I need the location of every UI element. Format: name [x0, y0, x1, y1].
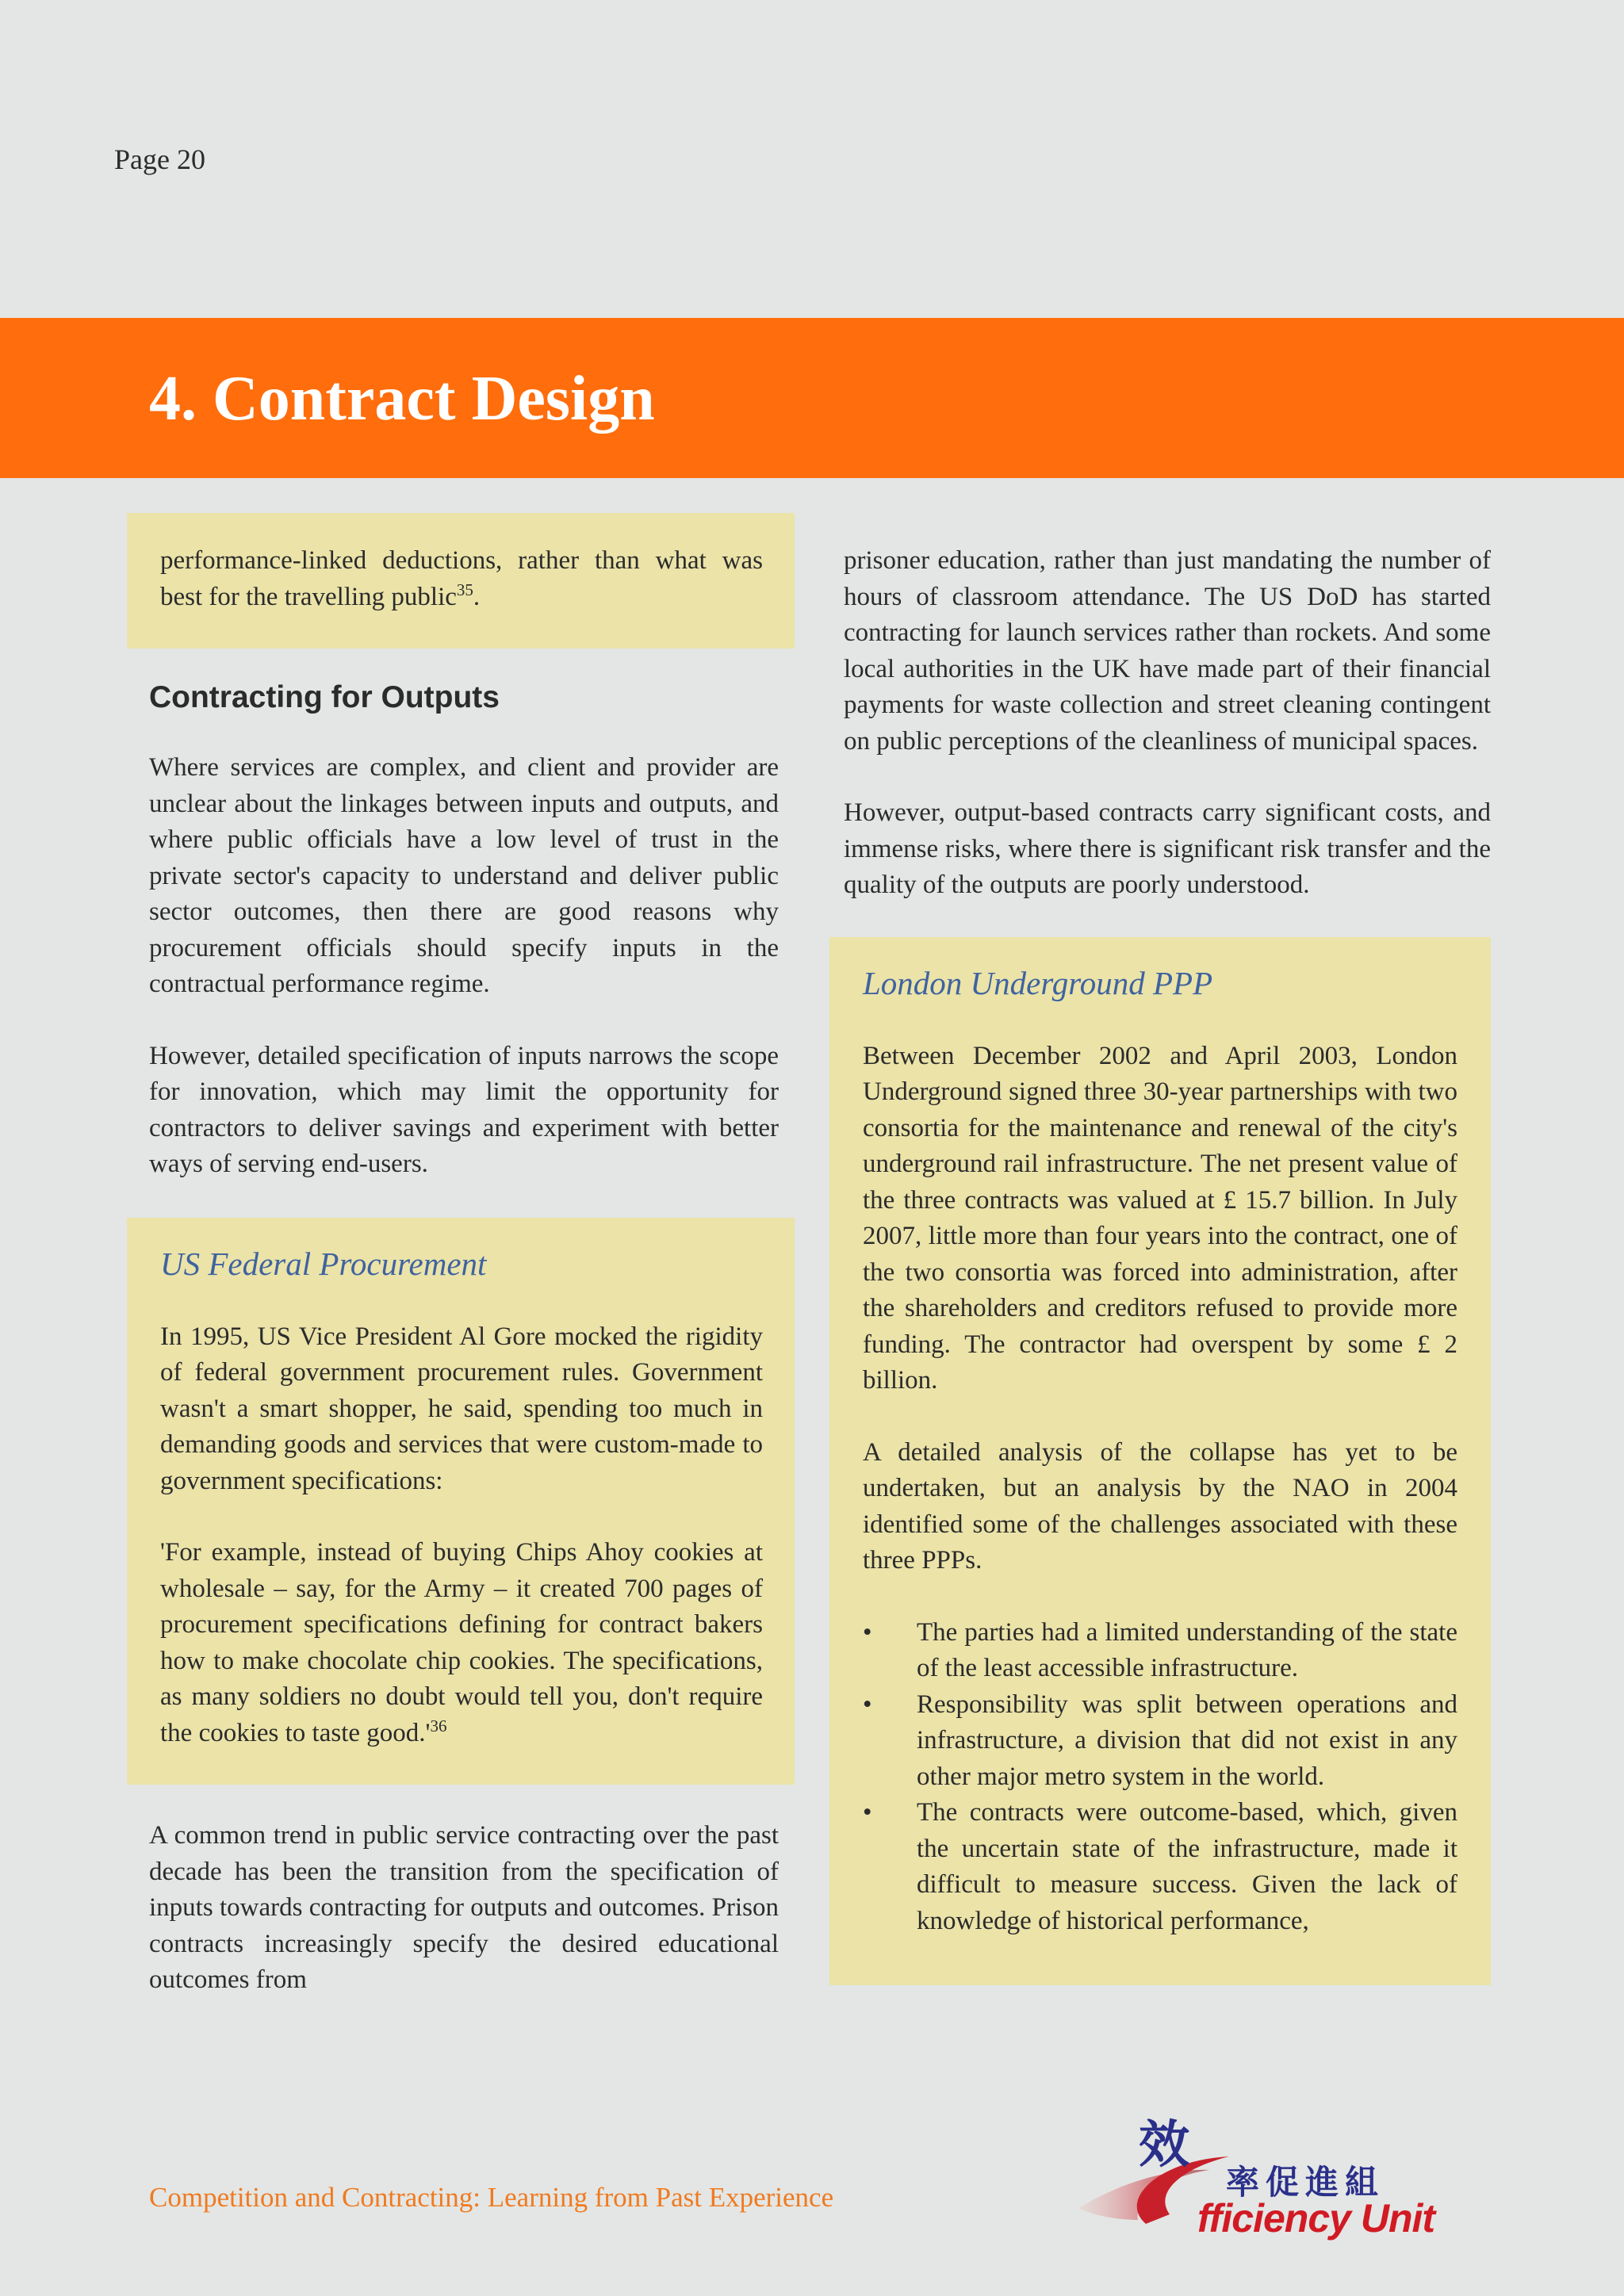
box-quote: 'For example, instead of buying Chips Ahoy cookies at wholesale – say, for the Army – it created 700 pages of procurement specifications defining for contract bakers how to make chocolate chip cookies. The specifications, as many soldiers no doubt would tell you, don't require the cookies to taste $good.'^{36}$	[160, 1538, 763, 1747]
chapter-banner	[0, 318, 1624, 478]
challenges-list	[863, 1615, 1457, 1940]
left-column	[127, 513, 795, 1999]
list-item: • The parties had a limited understanding of the state of the least accessible infrastructure.	[863, 1615, 1457, 1687]
paragraph: A common trend in public service contracting over the past decade has been the transition from the specification of inputs towards contracting for outputs and outcomes. Prison contracts increasingly specify the desired educational outcomes from	[149, 1821, 779, 1994]
list-item: • Responsibility was split between operations and infrastructure, a division that did not exist in any other major metro system in the world.	[863, 1687, 1457, 1796]
paragraph: prisoner education, rather than just mandating the number of hours of classroom attendance. The US DoD has started contracting for launch services rather than rockets. And some local authorities in the UK have made part of their financial payments for waste collection and street cleaning contingent on public perceptions of the cleanliness of municipal spaces.	[844, 546, 1491, 756]
logo-chinese-text: 率促進組	[1226, 2163, 1385, 2202]
bullet-icon: •	[863, 1798, 872, 1827]
logo-english-text: fficiency Unit	[1197, 2196, 1435, 2241]
chapter-title: 4. Contract Design	[149, 364, 655, 434]
footnote-ref-35: 35	[456, 580, 473, 599]
continued-box-text: performance-linked deductions, rather than what was best for the travelling public$^{35}$.	[160, 546, 763, 611]
right-column	[829, 513, 1491, 1985]
footer-publication-title: Competition and Contracting: Learning from Past Experience	[149, 2182, 834, 2213]
logo-chinese-first-char: 效	[1139, 2116, 1189, 2175]
box-paragraph: A detailed analysis of the collapse has yet to be undertaken, but an analysis by the NAO in 2004 identified some of the challenges associated with these three PPPs.	[863, 1437, 1457, 1575]
box-title: London Underground PPP	[863, 964, 1213, 1001]
footnote-ref-36: 36	[430, 1716, 447, 1735]
paragraph: Where services are complex, and client and provider are unclear about the linkages between inputs and outputs, and where public officials have a low level of trust in the private sector's capacity to understand and deliver public sector outcomes, then there are good reasons why procurement officials should specify inputs in the contractual performance regime.	[149, 753, 779, 998]
paragraph: However, detailed specification of inputs narrows the scope for innovation, which may limit the opportunity for contractors to deliver savings and experiment with better ways of serving end-users.	[149, 1041, 779, 1178]
paragraph: However, output-based contracts carry significant costs, and immense risks, where there is significant risk transfer and the quality of the outputs are poorly understood.	[844, 798, 1491, 899]
page-number: Page 20	[114, 144, 205, 175]
us-federal-procurement-box	[127, 1218, 795, 1785]
right-body-text	[829, 513, 1491, 904]
section-heading: Contracting for Outputs	[149, 680, 500, 714]
box-paragraph: In 1995, US Vice President Al Gore mocked the rigidity of federal government procurement rules. Government wasn't a smart shopper, he said, spending too much in demanding goods and services that were custom-made to government specifications:	[160, 1322, 763, 1495]
bullet-icon: •	[863, 1617, 872, 1647]
left-body-text	[127, 750, 795, 1183]
london-underground-box	[829, 937, 1491, 1986]
box-title: US Federal Procurement	[160, 1245, 487, 1282]
left-bottom-text	[127, 1818, 795, 1999]
continued-box	[127, 513, 795, 649]
efficiency-unit-logo	[1071, 2113, 1483, 2240]
list-item: • The contracts were outcome-based, which, given the uncertain state of the infrastructure, made it difficult to measure success. Given the lack of knowledge of historical performance,	[863, 1795, 1457, 1939]
box-paragraph: Between December 2002 and April 2003, London Underground signed three 30-year partnerships with two consortia for the maintenance and renewal of the city's underground rail infrastructure. The net present value of the three contracts was valued at £ 15.7 billion. In July 2007, little more than four years into the contract, one of the two consortia was forced into administration, after the shareholders and creditors refused to provide more funding. The contractor had overspent by some £ 2 billion.	[863, 1041, 1457, 1395]
bullet-icon: •	[863, 1689, 872, 1719]
